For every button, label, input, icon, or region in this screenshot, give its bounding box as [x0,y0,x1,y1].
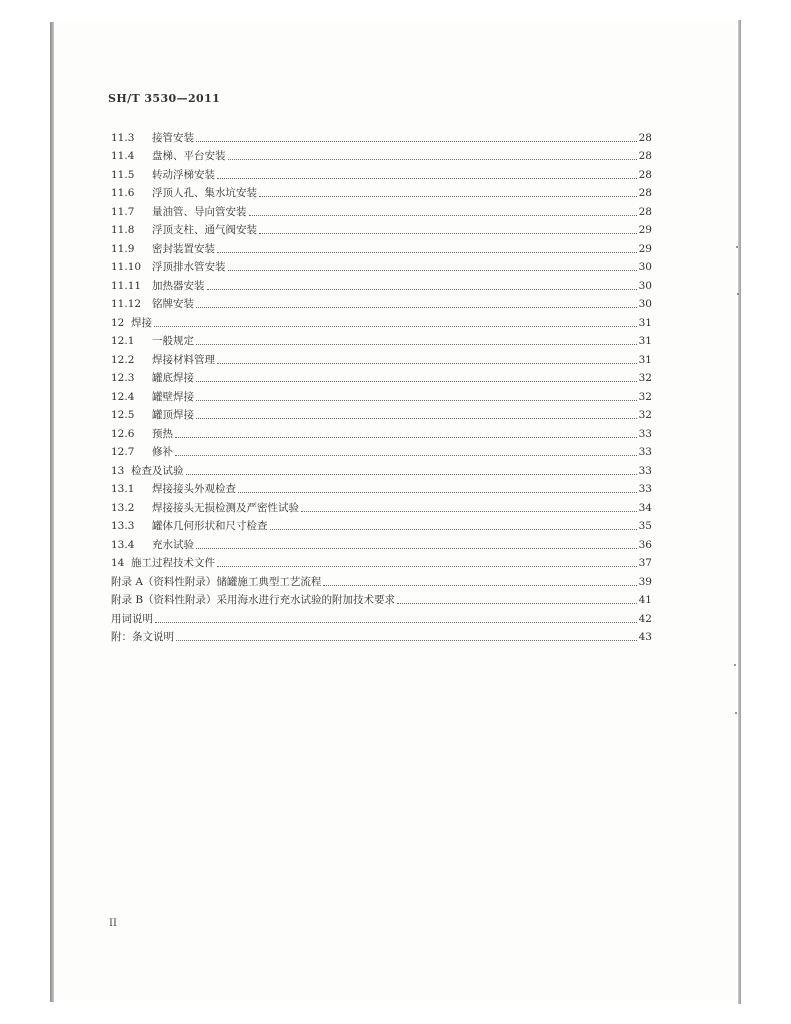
toc-entry-page: 33 [638,446,652,458]
toc-entry-title: 附录 A（资料性附录）储罐施工典型工艺流程 [111,575,322,588]
toc-entry-title: 罐体几何形状和尺寸检查 [152,520,268,532]
toc-entry-page: 29 [638,224,652,236]
toc-dot-leader [249,214,638,216]
toc-entry-title: 量油管、导向管安装 [152,205,247,218]
toc-entry [111,459,652,478]
toc-entry-page: 32 [638,390,652,403]
toc-entry-number: 12.3 [111,372,135,384]
toc-entry-page: 28 [638,187,652,199]
toc-entry [111,515,652,534]
toc-entry-number: 11.11 [111,279,142,292]
toc-entry-page: 33 [638,483,652,495]
toc-entry-page: 43 [638,631,652,643]
toc-entry [111,404,652,423]
toc-entry-title: 加热器安装 [152,279,205,292]
toc-entry-number: 11.9 [111,242,135,255]
toc-entry-title: 附录 B（资料性附录）采用海水进行充水试验的附加技术要求 [111,594,396,606]
scan-speck [734,664,736,666]
toc-entry-page: 33 [638,464,652,477]
page-number: II [109,918,117,929]
toc-entry-page: 30 [638,298,652,310]
toc-entry [111,385,652,404]
toc-entry [111,478,652,497]
toc-dot-leader [217,565,637,567]
toc-entry-page: 28 [638,131,652,144]
toc-dot-leader [176,639,637,641]
toc-entry-page: 42 [638,612,652,625]
toc-entry [111,533,652,552]
toc-entry-number: 11.6 [111,187,135,199]
toc-entry-page: 35 [638,520,652,532]
toc-entry-page: 30 [638,261,652,273]
toc-entry [111,441,652,460]
toc-entry-number: 12.2 [111,353,135,366]
toc-entry-number: 12.5 [111,409,135,421]
toc-entry [111,552,652,571]
toc-entry-title: 罐底焊接 [152,372,194,384]
toc-dot-leader [259,232,637,234]
toc-entry-page: 32 [638,372,652,384]
scan-right-edge [738,20,741,1004]
toc-dot-leader [217,251,637,253]
toc-entry-title: 浮顶人孔、集水坑安装 [152,187,257,199]
toc-entry-title: 浮顶排水管安装 [152,261,226,273]
toc-entry-title: 接管安装 [152,131,194,144]
toc-dot-leader [196,343,637,345]
toc-dot-leader [196,399,637,401]
toc-entry [111,237,652,256]
toc-entry [111,422,652,441]
toc-dot-leader [397,602,637,604]
toc-dot-leader [154,325,637,327]
toc-entry-number: 11.4 [111,150,135,162]
toc-dot-leader [270,528,638,530]
toc-dot-leader [238,491,637,493]
toc-entry-page: 31 [638,335,652,347]
toc-entry [111,330,652,349]
toc-dot-leader [196,140,637,142]
toc-entry-title: 附：条文说明 [111,631,174,643]
toc-entry-page: 33 [638,427,652,440]
toc-entry-page: 28 [638,168,652,181]
toc-dot-leader [155,621,637,623]
toc-entry-title: 盘梯、平台安装 [152,150,226,162]
toc-entry-number: 11.3 [111,131,135,144]
toc-entry-number: 14 [111,557,125,569]
toc-entry-title: 焊接 [131,316,152,329]
toc-entry-title: 施工过程技术文件 [131,557,215,569]
toc-dot-leader [175,454,637,456]
toc-entry-page: 36 [638,538,652,551]
toc-dot-leader [228,269,638,271]
toc-entry-number: 11.5 [111,168,135,181]
toc-entry [111,570,652,589]
toc-dot-leader [186,473,638,475]
toc-entry [111,182,652,201]
toc-entry-page: 28 [638,150,652,162]
toc-entry-title: 修补 [152,446,173,458]
toc-entry-number: 11.8 [111,224,135,236]
toc-entry-page: 30 [638,279,652,292]
standard-code-header: SH/T 3530—2011 [108,92,221,105]
toc-entry [111,274,652,293]
toc-entry-number: 12.4 [111,390,135,403]
toc-entry-page: 37 [638,557,652,569]
toc-dot-leader [228,158,638,160]
toc-entry-title: 焊接接头外观检查 [152,483,236,495]
toc-entry-number: 11.7 [111,205,135,218]
toc-entry-title: 密封装置安装 [152,242,215,255]
toc-entry [111,348,652,367]
toc-entry-title: 焊接接头无损检测及严密性试验 [152,501,299,514]
scan-speck [737,293,739,295]
toc-entry-title: 焊接材料管理 [152,353,215,366]
toc-entry-number: 12.7 [111,446,135,458]
toc-entry-title: 一般规定 [152,335,194,347]
toc-entry [111,496,652,515]
toc-entry [111,163,652,182]
toc-entry-title: 用词说明 [111,612,153,625]
toc-entry [111,626,652,645]
toc-entry-title: 浮顶支柱、通气阀安装 [152,224,257,236]
toc-entry-number: 13.1 [111,483,135,495]
toc-dot-leader [196,417,637,419]
toc-entry [111,607,652,626]
toc-entry [111,200,652,219]
toc-entry-title: 检查及试验 [131,464,184,477]
toc-dot-leader [196,547,637,549]
toc-dot-leader [259,195,637,197]
toc-entry-title: 罐顶焊接 [152,409,194,421]
toc-entry-title: 预热 [152,427,173,440]
scan-speck [735,712,737,714]
toc-entry-title: 充水试验 [152,538,194,551]
toc-entry-page: 32 [638,409,652,421]
toc-dot-leader [207,288,638,290]
toc-entry-page: 41 [638,594,652,606]
toc-entry-page: 28 [638,205,652,218]
toc-entry-page: 34 [638,501,652,514]
toc-dot-leader [196,380,637,382]
toc-entry-number: 11.12 [111,298,142,310]
toc-entry-number: 12 [111,316,125,329]
scan-speck [736,246,738,248]
toc-dot-leader [175,436,637,438]
toc-entry-page: 39 [638,575,652,588]
toc-entry [111,145,652,164]
toc-entry [111,126,652,145]
toc-entry-number: 13.4 [111,538,135,551]
toc-dot-leader [323,584,637,586]
toc-entry-number: 11.10 [111,261,142,273]
toc-entry-title: 转动浮梯安装 [152,168,215,181]
toc-entry [111,367,652,386]
toc-entry-number: 13.2 [111,501,135,514]
toc-entry [111,293,652,312]
toc-dot-leader [301,510,637,512]
toc-entry-number: 13 [111,464,125,477]
toc-dot-leader [217,177,637,179]
toc-entry-title: 罐壁焊接 [152,390,194,403]
table-of-contents [111,126,652,644]
toc-entry-page: 31 [638,353,652,366]
toc-entry [111,589,652,608]
toc-entry [111,256,652,275]
toc-entry-number: 12.6 [111,427,135,440]
toc-entry [111,311,652,330]
toc-entry-number: 13.3 [111,520,135,532]
toc-entry-title: 铭牌安装 [152,298,194,310]
toc-entry-page: 29 [638,242,652,255]
toc-entry-page: 31 [638,316,652,329]
toc-entry [111,219,652,238]
toc-entry-number: 12.1 [111,335,135,347]
toc-dot-leader [217,362,637,364]
toc-dot-leader [196,306,637,308]
